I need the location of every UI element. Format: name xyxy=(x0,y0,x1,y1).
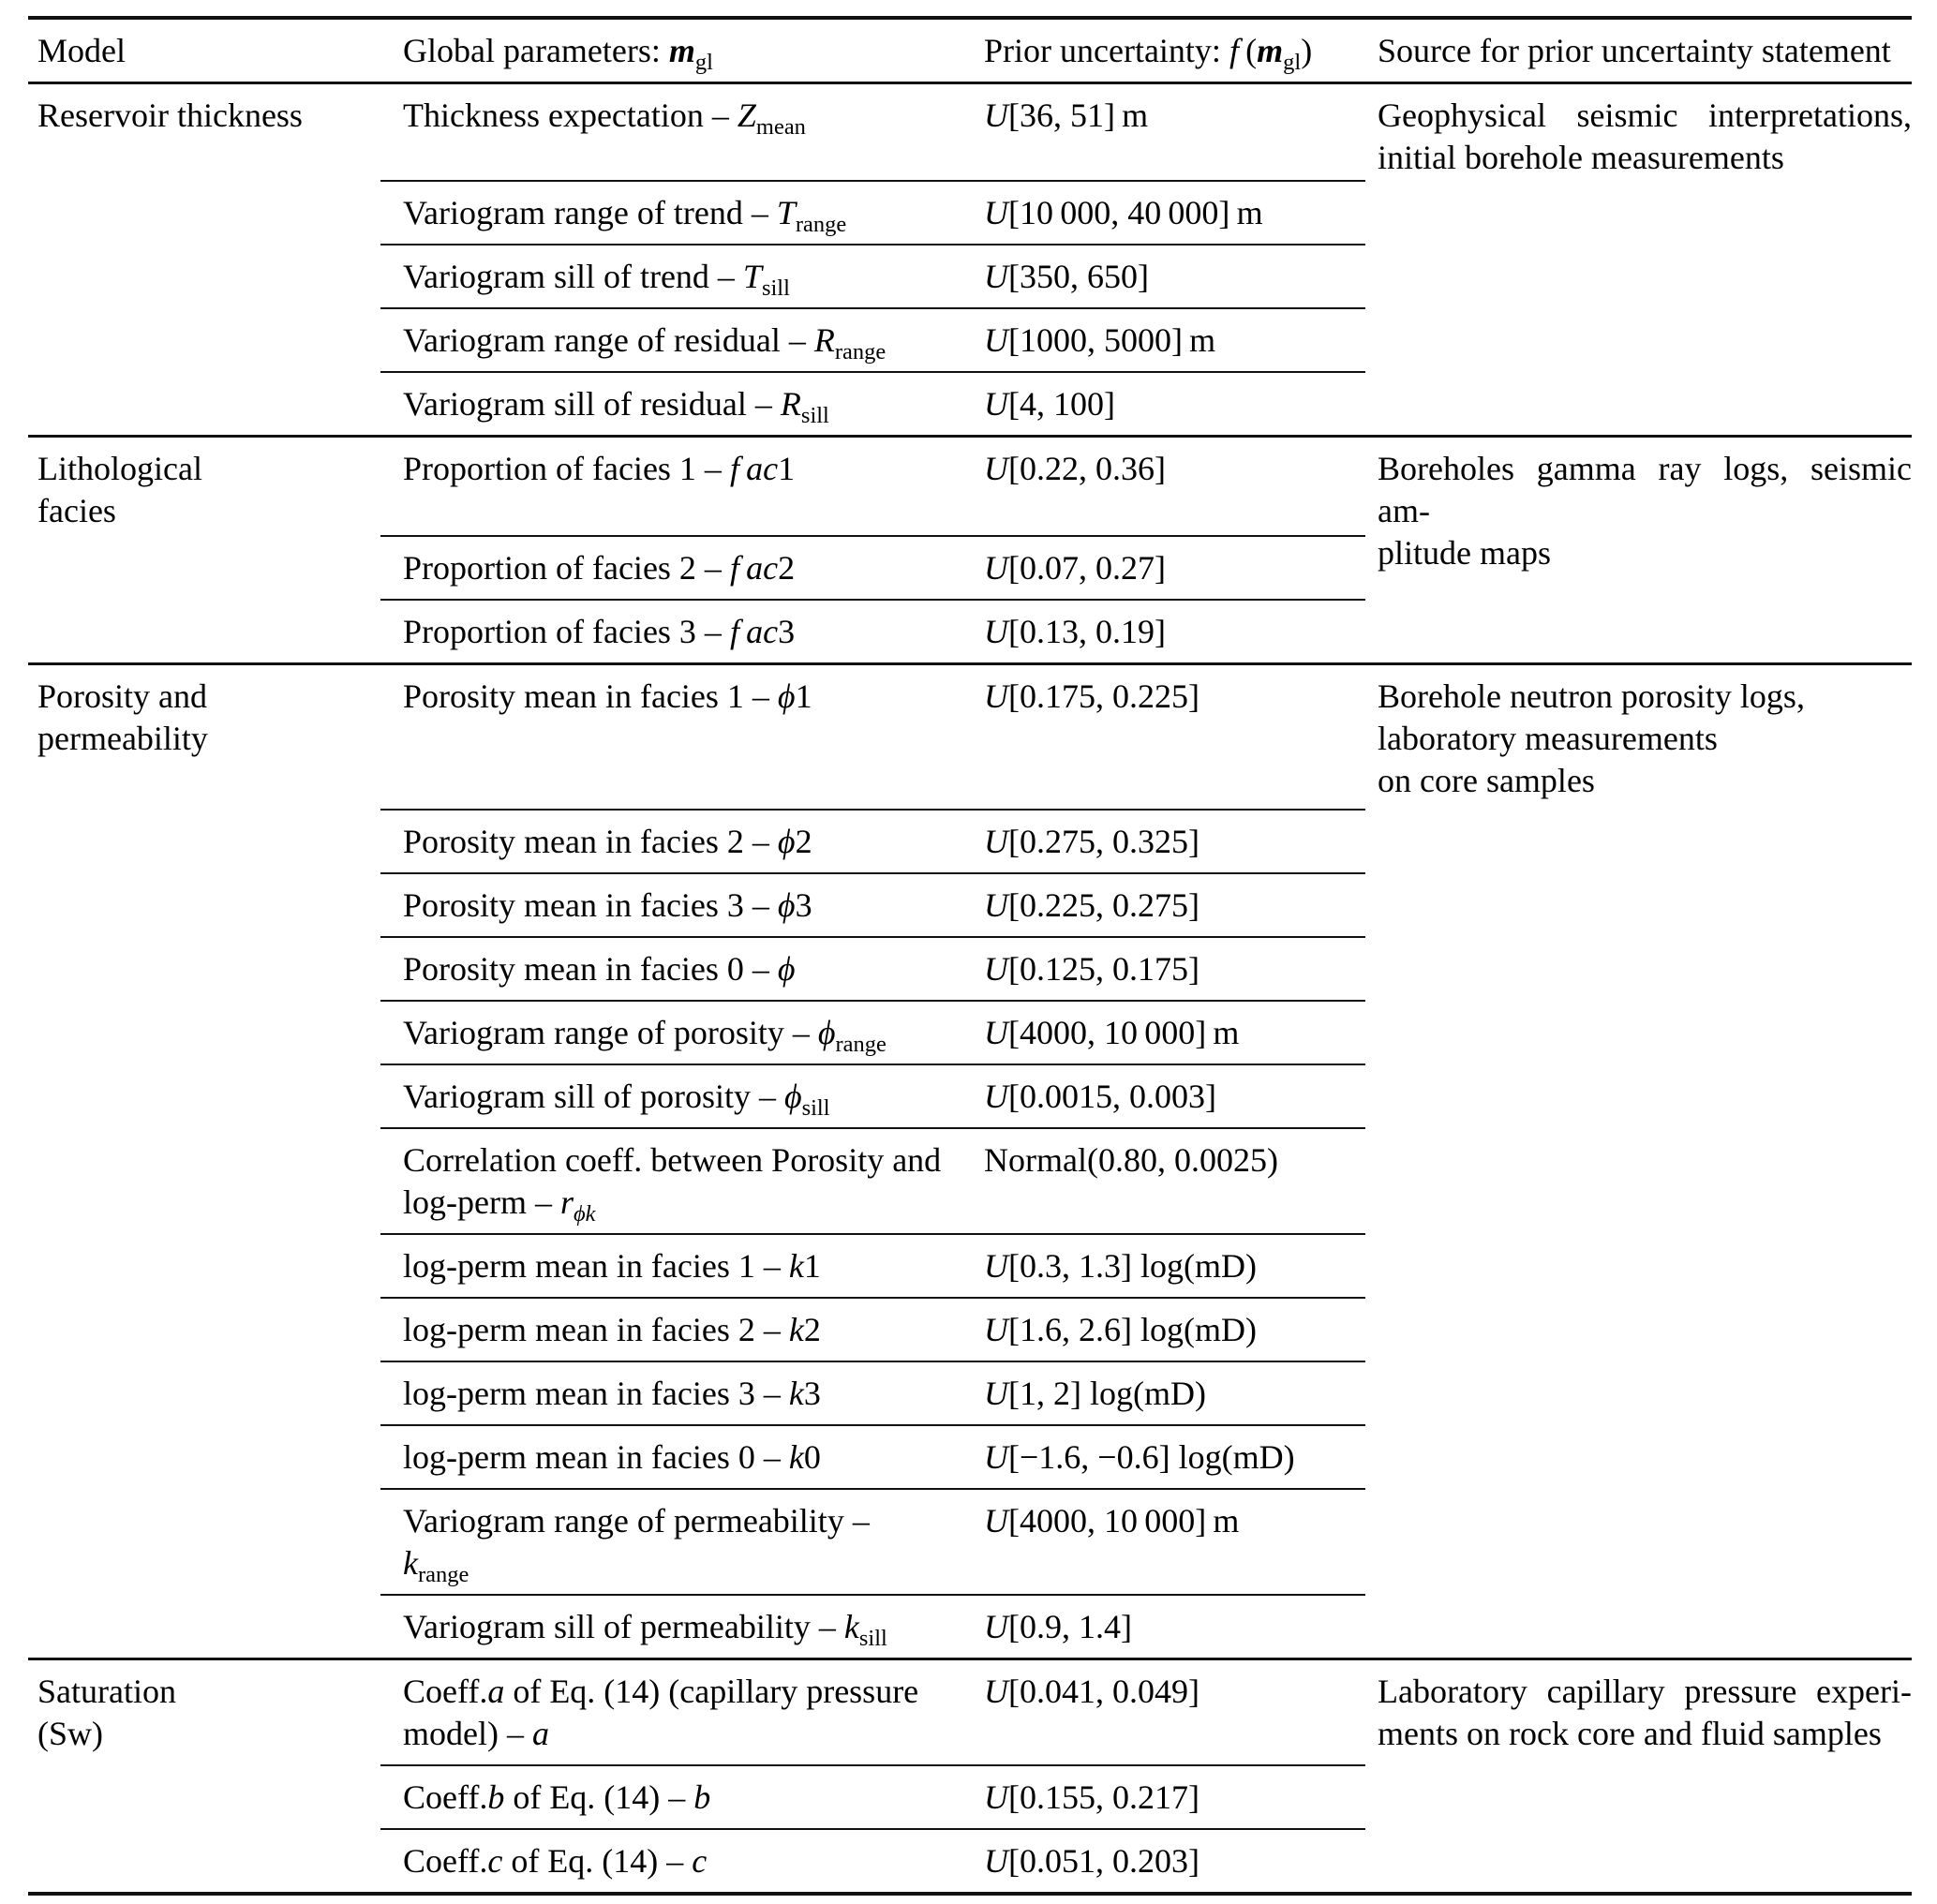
source-cell xyxy=(1365,83,1912,437)
col-header-source: Source for prior uncertainty statement xyxy=(1365,18,1912,83)
param-cell: Correlation coeff. between Porosity and log-perm – $r_{\phi k}$ xyxy=(380,1128,984,1234)
param-cell: Proportion of facies 3 – f ac3 xyxy=(403,613,796,650)
prior-cell: U[1.6, 2.6] log(mD) xyxy=(984,1298,1365,1361)
prior-uncertainty-table xyxy=(28,16,1912,1896)
prior-cell: U[350, 650] xyxy=(984,245,1365,308)
prior-cell: U[0.0015, 0.003] xyxy=(984,1064,1365,1128)
param-cell: Variogram range of residual – $R_{range}$ xyxy=(380,308,984,372)
prior-cell: U[4000, 10 000] m xyxy=(984,1001,1365,1064)
model-cell: Lithological facies xyxy=(28,436,380,664)
col-header-model: Model xyxy=(28,18,380,83)
param-cell: log-perm mean in facies 0 – k0 xyxy=(380,1425,984,1489)
source-line: Laboratory capillary pressure experi- xyxy=(1378,1672,1912,1710)
source-line: initial borehole measurements xyxy=(1378,139,1784,176)
source-line: plitude maps xyxy=(1378,533,1551,572)
table-header xyxy=(28,18,1912,83)
prior-cell: U[0.175, 0.225] xyxy=(984,664,1365,810)
prior-cell: U[0.275, 0.325] xyxy=(984,810,1365,873)
source-line: Geophysical seismic interpretations, xyxy=(1378,97,1912,134)
param-cell: log-perm mean in facies 3 – k3 xyxy=(380,1361,984,1425)
prior-cell: U[0.155, 0.217] xyxy=(984,1765,1365,1829)
table-body xyxy=(28,83,1912,1894)
prior-cell: U[0.225, 0.275] xyxy=(984,873,1365,937)
source-line: ments on rock core and fluid samples xyxy=(1378,1714,1882,1752)
prior-cell: U[4000, 10 000] m xyxy=(984,1489,1365,1595)
prior-cell: U[0.22, 0.36] xyxy=(984,436,1365,536)
table-row xyxy=(28,83,1912,181)
param-cell: Coeff.b of Eq. (14) – b xyxy=(380,1765,984,1829)
param-cell: Coeff.a of Eq. (14) (capillary pressure model) – a xyxy=(380,1659,984,1765)
prior-cell: U[0.9, 1.4] xyxy=(984,1607,1132,1645)
source-cell xyxy=(1365,1659,1912,1894)
source-line: on core samples xyxy=(1378,762,1595,799)
param-cell: Variogram range of permeability – $k_{range}$ xyxy=(380,1489,984,1595)
table-row xyxy=(28,436,1912,536)
param-cell: Variogram range of porosity – $\phi_{range}$ xyxy=(380,1001,984,1064)
prior-cell: U[0.051, 0.203] xyxy=(984,1841,1199,1880)
prior-cell: U[1000, 5000] m xyxy=(984,308,1365,372)
param-cell: Coeff.c of Eq. (14) – c xyxy=(403,1841,708,1880)
prior-cell: U[0.13, 0.19] xyxy=(984,613,1166,650)
param-cell: log-perm mean in facies 1 – k1 xyxy=(380,1234,984,1298)
param-cell: log-perm mean in facies 2 – k2 xyxy=(380,1298,984,1361)
model-cell: Saturation (Sw) xyxy=(28,1659,380,1894)
prior-cell: U[0.041, 0.049] xyxy=(984,1659,1365,1765)
param-cell: Variogram sill of porosity – $\phi_{sill}$ xyxy=(380,1064,984,1128)
param-cell: Variogram sill of residual – $R_{sill}$ xyxy=(403,384,829,428)
prior-cell: U[1, 2] log(mD) xyxy=(984,1361,1365,1425)
prior-cell: U[0.07, 0.27] xyxy=(984,536,1365,600)
param-cell: Proportion of facies 1 – f ac1 xyxy=(380,436,984,536)
table-row xyxy=(28,664,1912,810)
col-header-prior-uncertainty: Prior uncertainty: f $(m_{gl})$ xyxy=(984,18,1365,83)
param-cell: Variogram range of trend – $T_{range}$ xyxy=(380,181,984,245)
param-cell: Proportion of facies 2 – f ac2 xyxy=(380,536,984,600)
source-cell xyxy=(1365,664,1912,1659)
prior-cell: U[36, 51] m xyxy=(984,83,1365,181)
prior-cell: U[0.3, 1.3] log(mD) xyxy=(984,1234,1365,1298)
prior-cell: Normal(0.80, 0.0025) xyxy=(984,1128,1365,1234)
prior-cell: U[0.125, 0.175] xyxy=(984,937,1365,1001)
param-cell: Porosity mean in facies 1 – ϕ1 xyxy=(380,664,984,810)
prior-cell: U[−1.6, −0.6] log(mD) xyxy=(984,1425,1365,1489)
param-cell: Variogram sill of permeability – $k_{sill}$ xyxy=(403,1607,887,1651)
source-line: Borehole neutron porosity logs, xyxy=(1378,677,1805,715)
source-cell xyxy=(1365,436,1912,664)
param-cell: Porosity mean in facies 2 – ϕ2 xyxy=(380,810,984,873)
model-cell: Porosity and permeability xyxy=(28,664,380,1659)
prior-cell: U[4, 100] xyxy=(984,384,1115,423)
col-header-global-parameters: Global parameters: $m_{gl}$ xyxy=(380,18,984,83)
param-cell: Thickness expectation – $Z_{mean}$ xyxy=(380,83,984,181)
source-line: laboratory measurements xyxy=(1378,720,1718,757)
source-line: Boreholes gamma ray logs, seismic am- xyxy=(1378,449,1912,529)
table-row xyxy=(28,1659,1912,1765)
param-cell: Porosity mean in facies 0 – ϕ xyxy=(380,937,984,1001)
param-cell: Porosity mean in facies 3 – ϕ3 xyxy=(380,873,984,937)
prior-cell: U[10 000, 40 000] m xyxy=(984,181,1365,245)
model-cell: Reservoir thickness xyxy=(37,97,303,134)
param-cell: Variogram sill of trend – $T_{sill}$ xyxy=(380,245,984,308)
